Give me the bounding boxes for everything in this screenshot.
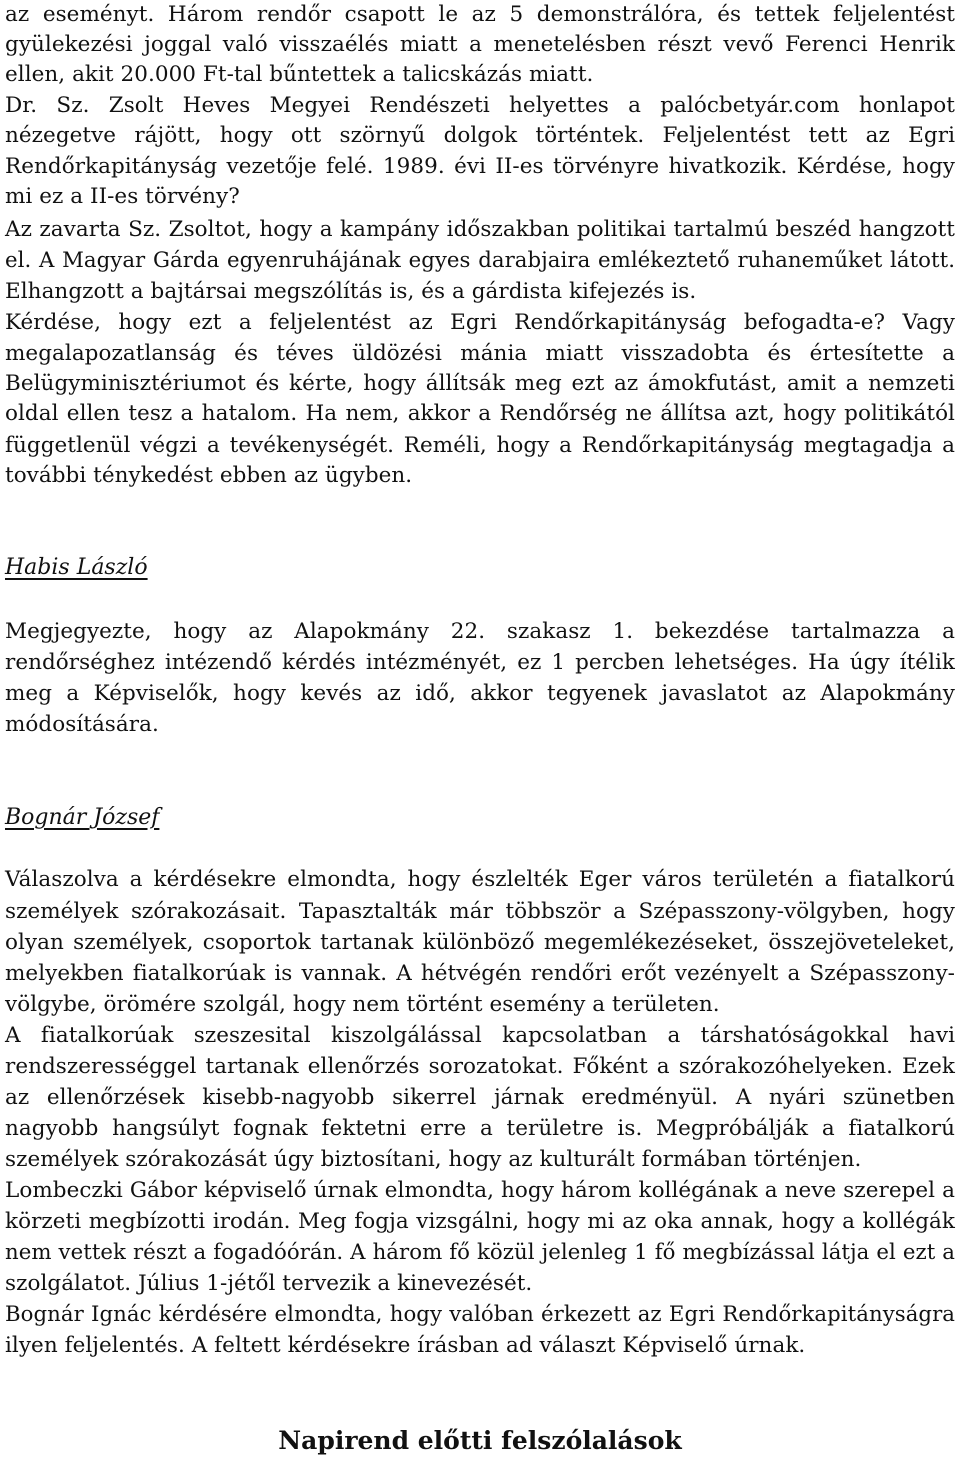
text-line: nézegetve rájött, hogy ott szörnyű dolgok történtek. Feljelentést tett az Egri [5, 123, 955, 148]
text-line: nem vettek részt a fogadóórán. A három fő közül jelenleg 1 fő megbízással látja el ezt a [5, 1240, 955, 1265]
text-line: körzeti megbízotti irodán. Meg fogja vizsgálni, hogy mi az oka annak, hogy a kollégák [5, 1209, 955, 1234]
text-line: Elhangzott a bajtársai megszólítás is, és a gárdista kifejezés is. [5, 279, 697, 304]
text-line: további ténykedést ebben az ügyben. [5, 463, 413, 488]
text-line: függetlenül végzi a tevékenységét. Reméli, hogy a Rendőrkapitányság megtagadja a [5, 433, 955, 458]
text-line: melyekben fiatalkorúak is vannak. A hétvégén rendőri erőt vezényelt a Szépasszony- [5, 961, 955, 986]
text-line: olyan személyek, csoportok tartanak különböző megemlékezéseket, összejöveteleket, [5, 930, 955, 955]
text-line: mi ez a II-es törvény? [5, 184, 240, 209]
text-line: megalapozatlanság és téves üldözési mánia miatt visszadobta és értesítette a [5, 341, 955, 366]
text-line: az ellenőrzések kisebb-nagyobb sikerrel járnak eredményül. A nyári szünetben [5, 1085, 955, 1110]
text-line: Dr. Sz. Zsolt Heves Megyei Rendészeti helyettes a palócbetyár.com honlapot [5, 93, 955, 118]
text-line: Kérdése, hogy ezt a feljelentést az Egri Rendőrkapitányság befogadta-e? Vagy [5, 310, 955, 335]
text-line: ilyen feljelentés. A feltett kérdésekre írásban ad választ Képviselő úrnak. [5, 1333, 806, 1358]
text-line: völgybe, örömére szolgál, hogy nem történt esemény a területen. [5, 992, 720, 1017]
text-line: meg a Képviselők, hogy kevés az idő, akkor tegyenek javaslatot az Alapokmány [5, 681, 955, 706]
text-line: személyek szórakozását úgy biztosítani, hogy az kulturált formában történjen. [5, 1147, 862, 1172]
text-line: Belügyminisztériumot és kérte, hogy állítsák meg ezt az ámokfutást, amit a nemzeti [5, 371, 955, 396]
text-line: gyülekezési joggal való visszaélés miatt a menetelésben részt vevő Ferenci Henrik [5, 32, 955, 57]
text-line: az eseményt. Három rendőr csapott le az 5 demonstrálóra, és tettek feljelentést [5, 2, 955, 27]
text-line: Az zavarta Sz. Zsoltot, hogy a kampány időszakban politikai tartalmú beszéd hangzott [5, 217, 955, 242]
text-line: nagyobb hangsúlyt fognak fektetni erre a területre is. Megpróbálják a fiatalkorú [5, 1116, 955, 1141]
text-line: Megjegyezte, hogy az Alapokmány 22. szakasz 1. bekezdése tartalmazza a [5, 619, 955, 644]
text-line: rendőrséghez intézendő kérdés intézményét, ez 1 percben lehetséges. Ha úgy ítélik [5, 650, 955, 675]
text-line: módosítására. [5, 712, 159, 737]
text-line: A fiatalkorúak szeszesital kiszolgálással kapcsolatban a társhatóságokkal havi [5, 1023, 955, 1048]
text-line: Rendőrkapitányság vezetője felé. 1989. évi II-es törvényre hivatkozik. Kérdése, hogy [5, 154, 955, 179]
text-line: Válaszolva a kérdésekre elmondta, hogy észlelték Eger város területén a fiatalkorú [5, 867, 955, 892]
text-line: ellen, akit 20.000 Ft-tal bűntettek a talicskázás miatt. [5, 62, 594, 87]
speaker-name-heading: Habis László [5, 555, 148, 580]
text-line: Lombeczki Gábor képviselő úrnak elmondta, hogy három kollégának a neve szerepel a [5, 1178, 955, 1203]
text-line: rendszerességgel tartanak ellenőrzés sorozatokat. Főként a szórakozóhelyeken. Ezek [5, 1054, 955, 1079]
section-heading: Napirend előtti felszólalások [278, 1426, 682, 1455]
text-line: el. A Magyar Gárda egyenruhájának egyes darabjaira emlékeztető ruhaneműket látott. [5, 248, 955, 273]
speaker-name-heading: Bognár József [5, 805, 160, 830]
text-line: személyek szórakozásait. Tapasztalták már többször a Szépasszony-völgyben, hogy [5, 899, 955, 924]
text-line: oldal ellen tesz a hatalom. Ha nem, akkor a Rendőrség ne állítsa azt, hogy politikától [5, 401, 955, 426]
text-line: Bognár Ignác kérdésére elmondta, hogy valóban érkezett az Egri Rendőrkapitányságra [5, 1302, 955, 1327]
text-line: szolgálatot. Július 1-jétől tervezik a kinevezését. [5, 1271, 533, 1296]
